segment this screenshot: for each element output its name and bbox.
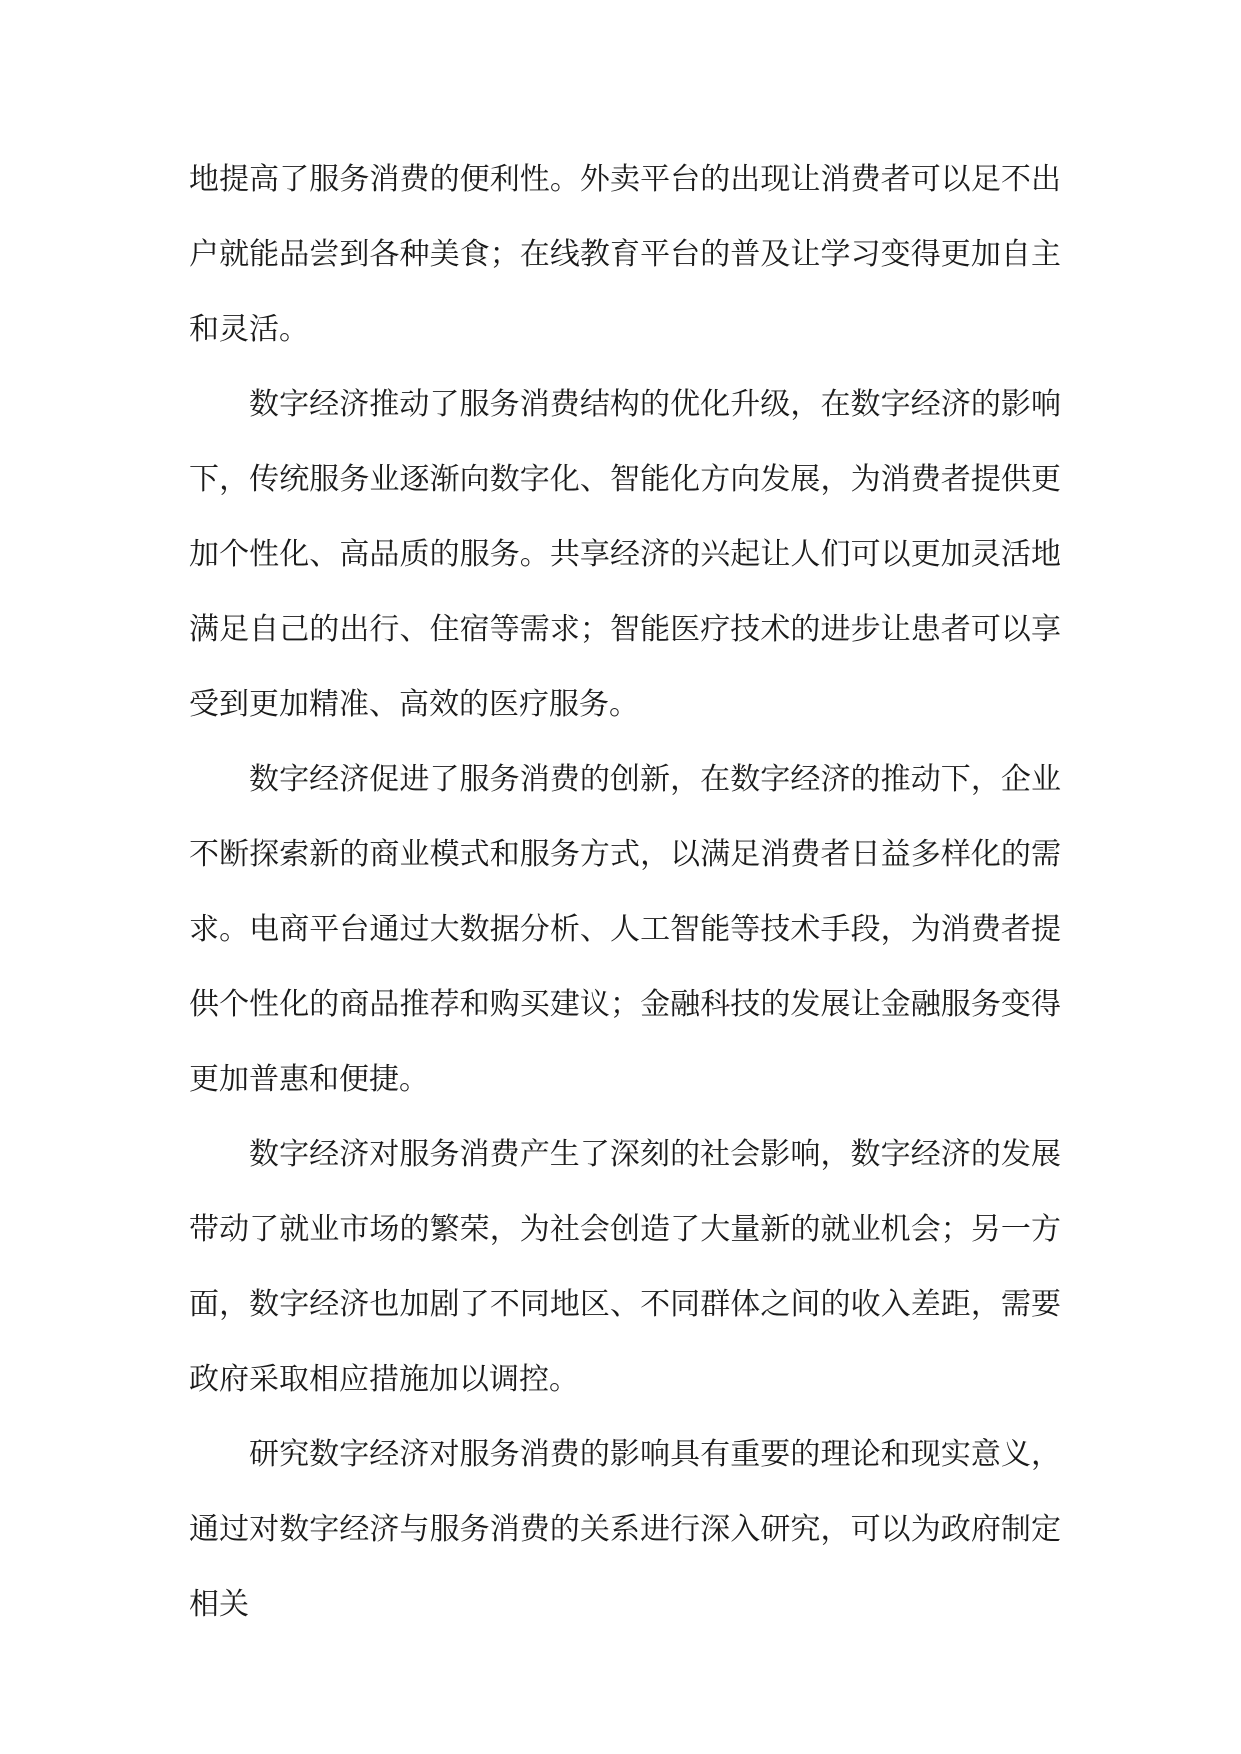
paragraph-research-significance: 研究数字经济对服务消费的影响具有重要的理论和现实意义，通过对数字经济与服务消费的关系进行深入研究，可以为政府制定相关: [189, 1437, 1061, 1622]
paragraph-continuation: 地提高了服务消费的便利性。外卖平台的出现让消费者可以足不出户就能品尝到各种美食；在线教育平台的普及让学习变得更加自主和灵活。: [189, 162, 1061, 347]
paragraph-service-structure: 数字经济推动了服务消费结构的优化升级，在数字经济的影响下，传统服务业逐渐向数字化、智能化方向发展，为消费者提供更加个性化、高品质的服务。共享经济的兴起让人们可以更加灵活地满足自己的出行、住宿等需求；智能医疗技术的进步让患者可以享受到更加精准、高效的医疗服务。: [189, 387, 1061, 722]
paragraph-service-innovation: 数字经济促进了服务消费的创新，在数字经济的推动下，企业不断探索新的商业模式和服务方式，以满足消费者日益多样化的需求。电商平台通过大数据分析、人工智能等技术手段，为消费者提供个性化的商品推荐和购买建议；金融科技的发展让金融服务变得更加普惠和便捷。: [189, 762, 1061, 1097]
paragraph-social-impact: 数字经济对服务消费产生了深刻的社会影响，数字经济的发展带动了就业市场的繁荣，为社会创造了大量新的就业机会；另一方面，数字经济也加剧了不同地区、不同群体之间的收入差距，需要政府采取相应措施加以调控。: [189, 1137, 1061, 1397]
document-body: [189, 142, 1061, 1642]
